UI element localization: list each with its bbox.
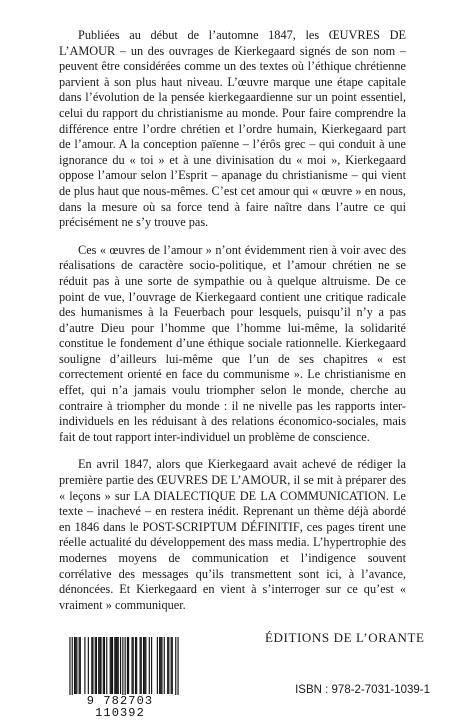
barcode-bar <box>149 637 150 694</box>
barcode-bar <box>117 637 118 694</box>
barcode-bar <box>76 637 77 694</box>
barcode-bar <box>128 637 129 694</box>
barcode-bar <box>164 637 165 694</box>
barcode-bar <box>100 637 101 694</box>
barcode-bar <box>144 637 145 694</box>
blurb-paragraph-2: Ces « œuvres de l’amour » n’ont évidemment rien à voir avec des réalisations de caractère socio-politique, et l’amour chrétien ne se réduit pas à une sorte de sympathie ou à quelque altruisme. De ce point de vue, l’ouvrage de Kierkegaard contient une critique radicale des humanismes à la Feuerbach pour lesquels, puisqu’il n’y a pas d’autre Dieu pour l’homme que l’homme lui-même, la solidarité constitue le fondement d’une éthique sociale rationnelle. Kierkegaard souligne d’ailleurs lui-même que l’un de ses chapitres « est correctement orienté en face du communisme ». Le christianisme en effet, qui n’a jamais voulu triompher selon le monde, cherche au contraire à triompher du monde : il ne nivelle pas les rapports inter-individuels en les réduisant à des relations économico-sociales, mais fait de tout rapport inter-individuel un problème de conscience. <box>59 242 406 444</box>
barcode-bar <box>140 637 141 694</box>
book-title-ref: ŒUVRES DE L’AMOUR <box>59 28 406 58</box>
barcode-bar <box>96 637 97 694</box>
barcode-bar <box>136 637 137 694</box>
barcode-bar <box>92 637 93 694</box>
barcode-bar <box>84 637 85 694</box>
barcode-bar <box>131 637 132 694</box>
book-title-ref: LA DIALECTIQUE DE LA COMMUNICATION <box>133 488 386 503</box>
barcode-bar <box>112 637 113 694</box>
barcode-bar <box>114 637 115 694</box>
barcode-bar <box>95 637 96 694</box>
barcode-bar <box>145 637 146 694</box>
barcode-bar <box>103 637 104 694</box>
barcode-bar <box>104 637 105 694</box>
barcode-bar <box>75 637 76 694</box>
barcode-bar <box>171 637 172 694</box>
barcode-bar <box>115 637 116 694</box>
barcode-bar <box>177 637 178 701</box>
barcode-bar <box>167 637 168 694</box>
blurb-paragraph-3: En avril 1847, alors que Kierkegaard avait achevé de rédiger la première partie des ŒUVRES DE L’AMOUR, il se mit à préparer des « leçons » sur LA DIALECTIQUE DE LA COMMUNICATION. Le texte – inachevé – en restera inédit. Reprenant un thème déjà abordé en 1846 dans le POST-SCRIPTUM DÉFINITIF, ces pages tirent une réelle actualité du développement des mass media. L’hypertrophie des modernes moyens de communication et l’indigence souvent corrélative des messages qu’ils transmettent sont ici, à l’avance, dénoncées. Et Kierkegaard en vient à s’interroger sur ce qu’est « vraiment » communiquer. <box>59 457 407 612</box>
barcode-bar <box>91 637 92 694</box>
barcode-bar <box>157 637 158 694</box>
barcode-bar <box>74 637 75 694</box>
barcode-bar <box>99 637 100 694</box>
book-title-ref: POST-SCRIPTUM DÉFINITIF <box>142 519 300 534</box>
blurb-paragraph-1: Publiées au début de l’automne 1847, les ŒUVRES DE L’AMOUR – un des ouvrages de Kierkegaard signés de son nom – peuvent être considérées comme un des textes où l’éthique chrétienne parvient à son plus haut niveau. L’œuvre marque une étape capitale dans l’évolution de la pensée kierkegaardienne sur un point essentiel, celui du rapport du christianisme au monde. Pour faire comprendre la différence entre l’ordre chrétien et l’ordre humain, Kierkegaard part de l’amour. A la conception païenne – l’érôs grec – qui conduit à une ignorance du « toi » et à une divinisation du « moi », Kierkegaard oppose l’amour selon l’Esprit – apanage du christianisme – qui vient de plus haut que nous-mêmes. C’est cet amour qui « œuvre » en nous, dans la mesure où sa force tend à faire naître dans l’autre ce qui précisément ne s’y trouve pas. <box>59 28 406 230</box>
barcode-bar <box>133 637 134 694</box>
barcode-bar <box>161 637 162 694</box>
barcode-bar <box>151 637 152 694</box>
barcode-bar <box>79 637 80 694</box>
barcode-bar <box>172 637 173 694</box>
barcode-bar <box>175 637 176 701</box>
barcode-bar <box>120 637 121 694</box>
barcode-bar <box>106 637 107 694</box>
barcode-bar <box>80 637 81 694</box>
blurb-text <box>59 28 406 625</box>
barcode-bar <box>118 637 119 694</box>
barcode-bar <box>110 637 111 694</box>
barcode-bar <box>72 637 73 701</box>
isbn-number: ISBN : 978-2-7031-1039-1 <box>295 684 430 696</box>
barcode-bar <box>143 637 144 694</box>
barcode-bar <box>122 637 123 701</box>
barcode-bar <box>111 637 112 694</box>
barcode-bar <box>159 637 160 694</box>
barcode-bar <box>125 637 126 701</box>
barcode-bar <box>160 637 161 694</box>
barcode-bar <box>69 637 70 701</box>
barcode-bar <box>168 637 169 694</box>
ean-barcode <box>60 637 180 720</box>
barcode-bar <box>127 637 128 694</box>
publisher-name: ÉDITIONS DE L’ORANTE <box>265 630 425 645</box>
barcode-bar <box>141 637 142 694</box>
barcode-bar <box>135 637 136 694</box>
book-title-ref: ŒUVRES DE L’AMOUR <box>156 473 288 488</box>
barcode-bar <box>88 637 89 694</box>
barcode-bar <box>98 637 99 694</box>
barcode-number: 9 782703 110392 <box>60 695 180 719</box>
